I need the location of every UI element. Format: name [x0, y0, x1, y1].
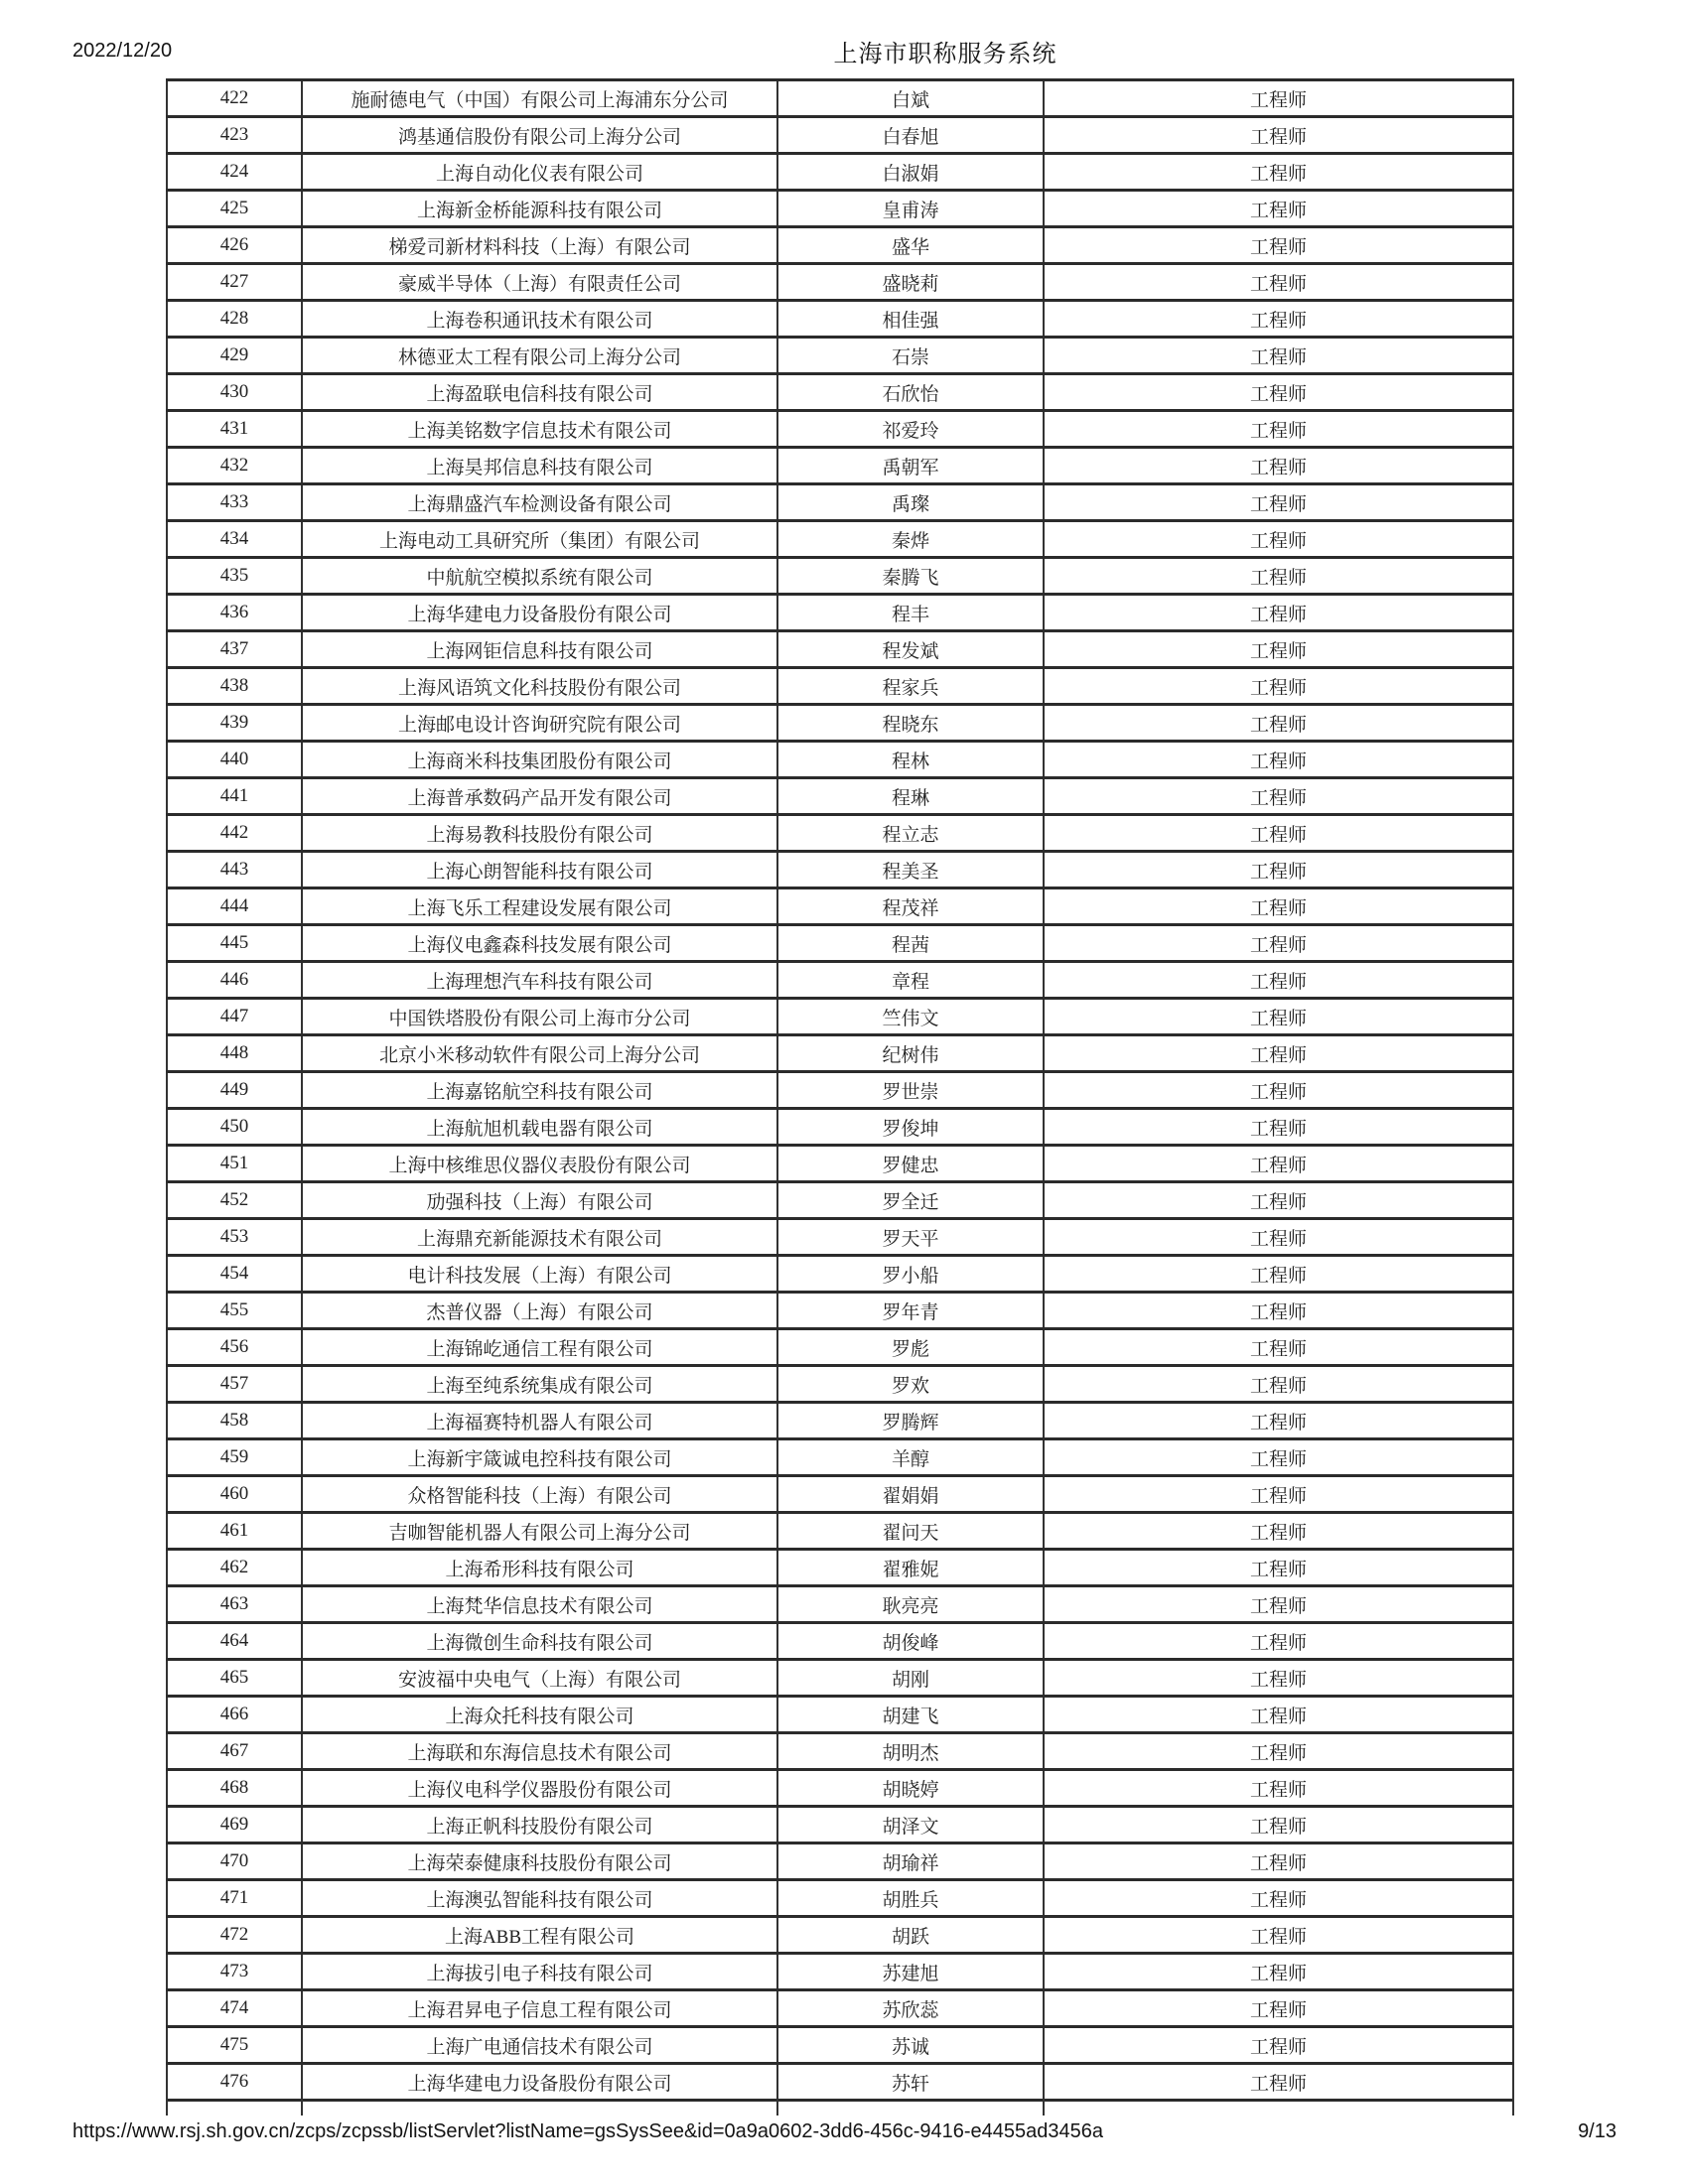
title-cell: 工程师: [1043, 2065, 1514, 2099]
table-row: [166, 632, 1514, 669]
table-row: [166, 1294, 1514, 1330]
company-cell: 上海昊邦信息科技有限公司: [301, 449, 776, 482]
table-row: [166, 375, 1514, 412]
person-cell: 胡瑜祥: [776, 1844, 1043, 1878]
company-cell: 上海自动化仪表有限公司: [301, 155, 776, 189]
person-cell: 程茜: [776, 926, 1043, 960]
company-cell: 上海广电通信技术有限公司: [301, 2028, 776, 2062]
person-cell: 白淑娟: [776, 155, 1043, 189]
table-row: [166, 1551, 1514, 1587]
company-cell: 上海福赛特机器人有限公司: [301, 1404, 776, 1437]
company-cell: 上海中核维思仪器仪表股份有限公司: [301, 1147, 776, 1180]
row-number-cell: 448: [166, 1036, 301, 1070]
title-cell: 工程师: [1043, 779, 1514, 813]
title-cell: 工程师: [1043, 1551, 1514, 1584]
table-row: [166, 302, 1514, 339]
row-number-cell: 461: [166, 1514, 301, 1548]
table-row: [166, 2028, 1514, 2065]
title-cell: 工程师: [1043, 963, 1514, 997]
company-cell: 上海锦屹通信工程有限公司: [301, 1330, 776, 1364]
table-row: [166, 669, 1514, 706]
person-cell: 羊醇: [776, 1440, 1043, 1474]
company-cell: 豪威半导体（上海）有限责任公司: [301, 265, 776, 299]
row-number-cell: 447: [166, 1000, 301, 1033]
row-number-cell: 443: [166, 853, 301, 887]
company-cell: 上海飞乐工程建设发展有限公司: [301, 889, 776, 923]
person-cell: 程家兵: [776, 669, 1043, 703]
company-cell: 上海澳弘智能科技有限公司: [301, 1881, 776, 1915]
company-cell: 上海新宇箴诚电控科技有限公司: [301, 1440, 776, 1474]
row-number-cell: 430: [166, 375, 301, 409]
person-cell: 罗俊坤: [776, 1110, 1043, 1144]
company-cell: 鸿基通信股份有限公司上海分公司: [301, 118, 776, 152]
person-cell: 禹朝军: [776, 449, 1043, 482]
company-cell: 上海商米科技集团股份有限公司: [301, 743, 776, 776]
table-row: [166, 963, 1514, 1000]
row-number-cell: 466: [166, 1698, 301, 1731]
row-number-cell: 472: [166, 1918, 301, 1952]
person-cell: 程丰: [776, 596, 1043, 629]
person-cell: 罗彪: [776, 1330, 1043, 1364]
person-cell: 苏轩: [776, 2065, 1043, 2099]
row-number-cell: 467: [166, 1734, 301, 1768]
table-row: [166, 779, 1514, 816]
person-cell: 胡明杰: [776, 1734, 1043, 1768]
person-cell: 程茂祥: [776, 889, 1043, 923]
person-cell: 程琳: [776, 779, 1043, 813]
title-cell: 工程师: [1043, 339, 1514, 372]
person-cell: 白斌: [776, 81, 1043, 115]
title-cell: 工程师: [1043, 192, 1514, 225]
title-cell: 工程师: [1043, 1624, 1514, 1658]
row-number-cell: 438: [166, 669, 301, 703]
row-number-cell: 422: [166, 81, 301, 115]
company-cell: 上海希形科技有限公司: [301, 1551, 776, 1584]
company-cell: 上海普承数码产品开发有限公司: [301, 779, 776, 813]
table-row: [166, 81, 1514, 118]
person-cell: 苏诚: [776, 2028, 1043, 2062]
table-row: [166, 2065, 1514, 2102]
row-number-cell: 446: [166, 963, 301, 997]
person-cell: 苏欣蕊: [776, 1991, 1043, 2025]
title-cell: 工程师: [1043, 816, 1514, 850]
table-row: [166, 926, 1514, 963]
titles-table: [166, 78, 1514, 2102]
table-row: [166, 1110, 1514, 1147]
company-cell: 电计科技发展（上海）有限公司: [301, 1257, 776, 1291]
row-number-cell: 444: [166, 889, 301, 923]
person-cell: 罗小船: [776, 1257, 1043, 1291]
row-number-cell: 463: [166, 1587, 301, 1621]
company-cell: 上海君昇电子信息工程有限公司: [301, 1991, 776, 2025]
company-cell: 上海网钜信息科技有限公司: [301, 632, 776, 666]
table-row: [166, 265, 1514, 302]
row-number-cell: 452: [166, 1183, 301, 1217]
title-cell: 工程师: [1043, 1808, 1514, 1842]
person-cell: 竺伟文: [776, 1000, 1043, 1033]
table-row: [166, 155, 1514, 192]
company-cell: 上海拔引电子科技有限公司: [301, 1955, 776, 1988]
row-number-cell: 431: [166, 412, 301, 446]
table-row: [166, 1808, 1514, 1844]
title-cell: 工程师: [1043, 1367, 1514, 1401]
table-row: [166, 1220, 1514, 1257]
row-number-cell: 435: [166, 559, 301, 593]
person-cell: 胡胜兵: [776, 1881, 1043, 1915]
company-cell: 上海心朗智能科技有限公司: [301, 853, 776, 887]
table-row: [166, 485, 1514, 522]
company-cell: 上海华建电力设备股份有限公司: [301, 2065, 776, 2099]
title-cell: 工程师: [1043, 1844, 1514, 1878]
person-cell: 翟雅妮: [776, 1551, 1043, 1584]
table-row: [166, 522, 1514, 559]
title-cell: 工程师: [1043, 81, 1514, 115]
company-cell: 吉咖智能机器人有限公司上海分公司: [301, 1514, 776, 1548]
title-cell: 工程师: [1043, 596, 1514, 629]
row-number-cell: 465: [166, 1661, 301, 1695]
table-row: [166, 1073, 1514, 1110]
person-cell: 白春旭: [776, 118, 1043, 152]
company-cell: 众格智能科技（上海）有限公司: [301, 1477, 776, 1511]
row-number-cell: 424: [166, 155, 301, 189]
title-cell: 工程师: [1043, 1257, 1514, 1291]
table-row: [166, 449, 1514, 485]
person-cell: 胡刚: [776, 1661, 1043, 1695]
title-cell: 工程师: [1043, 1514, 1514, 1548]
row-number-cell: 441: [166, 779, 301, 813]
table-row: [166, 1036, 1514, 1073]
person-cell: 罗年青: [776, 1294, 1043, 1327]
person-cell: 胡建飞: [776, 1698, 1043, 1731]
title-cell: 工程师: [1043, 449, 1514, 482]
table-border-stub: [776, 2099, 778, 2116]
company-cell: 上海理想汽车科技有限公司: [301, 963, 776, 997]
row-number-cell: 462: [166, 1551, 301, 1584]
person-cell: 程晓东: [776, 706, 1043, 740]
person-cell: 耿亮亮: [776, 1587, 1043, 1621]
row-number-cell: 427: [166, 265, 301, 299]
table-border-stub: [166, 2099, 168, 2116]
row-number-cell: 455: [166, 1294, 301, 1327]
company-cell: 上海鼎充新能源技术有限公司: [301, 1220, 776, 1254]
row-number-cell: 460: [166, 1477, 301, 1511]
row-number-cell: 442: [166, 816, 301, 850]
table-row: [166, 816, 1514, 853]
title-cell: 工程师: [1043, 155, 1514, 189]
table-row: [166, 118, 1514, 155]
title-cell: 工程师: [1043, 1661, 1514, 1695]
company-cell: 劢强科技（上海）有限公司: [301, 1183, 776, 1217]
person-cell: 程美圣: [776, 853, 1043, 887]
person-cell: 石崇: [776, 339, 1043, 372]
table-row: [166, 1844, 1514, 1881]
company-cell: 上海ABB工程有限公司: [301, 1918, 776, 1952]
person-cell: 程林: [776, 743, 1043, 776]
title-cell: 工程师: [1043, 228, 1514, 262]
title-cell: 工程师: [1043, 632, 1514, 666]
company-cell: 上海盈联电信科技有限公司: [301, 375, 776, 409]
table-row: [166, 228, 1514, 265]
table-border-stub: [1043, 2099, 1045, 2116]
person-cell: 盛晓莉: [776, 265, 1043, 299]
title-cell: 工程师: [1043, 118, 1514, 152]
footer-url: https://www.rsj.sh.gov.cn/zcps/zcpssb/listServlet?listName=gsSysSee&id=0a9a0602-3dd6-456c-9416-e4455ad3456a: [72, 2120, 1104, 2142]
person-cell: 罗世崇: [776, 1073, 1043, 1107]
row-number-cell: 445: [166, 926, 301, 960]
person-cell: 苏建旭: [776, 1955, 1043, 1988]
row-number-cell: 432: [166, 449, 301, 482]
person-cell: 胡俊峰: [776, 1624, 1043, 1658]
company-cell: 上海航旭机载电器有限公司: [301, 1110, 776, 1144]
title-cell: 工程师: [1043, 1073, 1514, 1107]
company-cell: 上海梵华信息技术有限公司: [301, 1587, 776, 1621]
table-row: [166, 1771, 1514, 1808]
table-row: [166, 412, 1514, 449]
person-cell: 胡泽文: [776, 1808, 1043, 1842]
title-cell: 工程师: [1043, 1881, 1514, 1915]
table-row: [166, 1734, 1514, 1771]
company-cell: 北京小米移动软件有限公司上海分公司: [301, 1036, 776, 1070]
person-cell: 章程: [776, 963, 1043, 997]
company-cell: 梯爱司新材料科技（上海）有限公司: [301, 228, 776, 262]
table-row: [166, 853, 1514, 889]
person-cell: 胡晓婷: [776, 1771, 1043, 1805]
company-cell: 上海正帆科技股份有限公司: [301, 1808, 776, 1842]
table-row: [166, 596, 1514, 632]
person-cell: 罗全迁: [776, 1183, 1043, 1217]
person-cell: 罗健忠: [776, 1147, 1043, 1180]
person-cell: 翟问天: [776, 1514, 1043, 1548]
row-number-cell: 459: [166, 1440, 301, 1474]
person-cell: 程立志: [776, 816, 1043, 850]
table-row: [166, 889, 1514, 926]
table-row: [166, 1404, 1514, 1440]
table-row: [166, 1147, 1514, 1183]
row-number-cell: 458: [166, 1404, 301, 1437]
company-cell: 上海嘉铭航空科技有限公司: [301, 1073, 776, 1107]
row-number-cell: 469: [166, 1808, 301, 1842]
row-number-cell: 440: [166, 743, 301, 776]
row-number-cell: 425: [166, 192, 301, 225]
row-number-cell: 473: [166, 1955, 301, 1988]
person-cell: 翟娟娟: [776, 1477, 1043, 1511]
title-cell: 工程师: [1043, 302, 1514, 336]
person-cell: 罗腾辉: [776, 1404, 1043, 1437]
company-cell: 上海邮电设计咨询研究院有限公司: [301, 706, 776, 740]
person-cell: 罗天平: [776, 1220, 1043, 1254]
company-cell: 林德亚太工程有限公司上海分公司: [301, 339, 776, 372]
company-cell: 上海至纯系统集成有限公司: [301, 1367, 776, 1401]
row-number-cell: 474: [166, 1991, 301, 2025]
company-cell: 上海卷积通讯技术有限公司: [301, 302, 776, 336]
title-cell: 工程师: [1043, 853, 1514, 887]
title-cell: 工程师: [1043, 1220, 1514, 1254]
row-number-cell: 433: [166, 485, 301, 519]
table-row: [166, 1881, 1514, 1918]
company-cell: 上海风语筑文化科技股份有限公司: [301, 669, 776, 703]
row-number-cell: 437: [166, 632, 301, 666]
person-cell: 秦烨: [776, 522, 1043, 556]
title-cell: 工程师: [1043, 1587, 1514, 1621]
company-cell: 上海鼎盛汽车检测设备有限公司: [301, 485, 776, 519]
person-cell: 秦腾飞: [776, 559, 1043, 593]
row-number-cell: 476: [166, 2065, 301, 2099]
table-row: [166, 1918, 1514, 1955]
company-cell: 上海易教科技股份有限公司: [301, 816, 776, 850]
row-number-cell: 429: [166, 339, 301, 372]
table-row: [166, 1991, 1514, 2028]
person-cell: 纪树伟: [776, 1036, 1043, 1070]
title-cell: 工程师: [1043, 265, 1514, 299]
title-cell: 工程师: [1043, 1955, 1514, 1988]
company-cell: 上海美铭数字信息技术有限公司: [301, 412, 776, 446]
company-cell: 上海众托科技有限公司: [301, 1698, 776, 1731]
row-number-cell: 454: [166, 1257, 301, 1291]
table-row: [166, 1183, 1514, 1220]
table-row: [166, 1330, 1514, 1367]
title-cell: 工程师: [1043, 743, 1514, 776]
table-row: [166, 339, 1514, 375]
person-cell: 罗欢: [776, 1367, 1043, 1401]
row-number-cell: 449: [166, 1073, 301, 1107]
table-border-stub: [301, 2099, 303, 2116]
company-cell: 中国铁塔股份有限公司上海市分公司: [301, 1000, 776, 1033]
print-date: 2022/12/20: [72, 40, 173, 62]
table-row: [166, 1257, 1514, 1294]
table-row: [166, 1477, 1514, 1514]
row-number-cell: 468: [166, 1771, 301, 1805]
table-cutoff-row: [166, 2099, 1514, 2116]
table-row: [166, 1000, 1514, 1036]
title-cell: 工程师: [1043, 1918, 1514, 1952]
title-cell: 工程师: [1043, 1294, 1514, 1327]
table-row: [166, 1514, 1514, 1551]
row-number-cell: 426: [166, 228, 301, 262]
person-cell: 禹璨: [776, 485, 1043, 519]
company-cell: 上海华建电力设备股份有限公司: [301, 596, 776, 629]
company-cell: 上海仪电科学仪器股份有限公司: [301, 1771, 776, 1805]
title-cell: 工程师: [1043, 522, 1514, 556]
row-number-cell: 436: [166, 596, 301, 629]
title-cell: 工程师: [1043, 2028, 1514, 2062]
title-cell: 工程师: [1043, 1477, 1514, 1511]
title-cell: 工程师: [1043, 669, 1514, 703]
title-cell: 工程师: [1043, 1734, 1514, 1768]
title-cell: 工程师: [1043, 889, 1514, 923]
table-row: [166, 1367, 1514, 1404]
title-cell: 工程师: [1043, 1771, 1514, 1805]
title-cell: 工程师: [1043, 1991, 1514, 2025]
person-cell: 胡跃: [776, 1918, 1043, 1952]
company-cell: 上海电动工具研究所（集团）有限公司: [301, 522, 776, 556]
company-cell: 上海联和东海信息技术有限公司: [301, 1734, 776, 1768]
title-cell: 工程师: [1043, 559, 1514, 593]
page-title: 上海市职称服务系统: [833, 41, 1057, 68]
person-cell: 石欣怡: [776, 375, 1043, 409]
company-cell: 上海微创生命科技有限公司: [301, 1624, 776, 1658]
table-row: [166, 559, 1514, 596]
row-number-cell: 453: [166, 1220, 301, 1254]
table-row: [166, 1698, 1514, 1734]
row-number-cell: 423: [166, 118, 301, 152]
person-cell: 祁爱玲: [776, 412, 1043, 446]
title-cell: 工程师: [1043, 706, 1514, 740]
table-row: [166, 1661, 1514, 1698]
row-number-cell: 451: [166, 1147, 301, 1180]
table-row: [166, 743, 1514, 779]
row-number-cell: 457: [166, 1367, 301, 1401]
row-number-cell: 475: [166, 2028, 301, 2062]
table-border-stub: [1512, 2099, 1514, 2116]
row-number-cell: 456: [166, 1330, 301, 1364]
title-cell: 工程师: [1043, 1330, 1514, 1364]
table-row: [166, 706, 1514, 743]
company-cell: 上海仪电鑫森科技发展有限公司: [301, 926, 776, 960]
title-cell: 工程师: [1043, 1000, 1514, 1033]
person-cell: 皇甫涛: [776, 192, 1043, 225]
table-row: [166, 1440, 1514, 1477]
row-number-cell: 471: [166, 1881, 301, 1915]
person-cell: 相佳强: [776, 302, 1043, 336]
table-row: [166, 192, 1514, 228]
title-cell: 工程师: [1043, 1183, 1514, 1217]
title-cell: 工程师: [1043, 1404, 1514, 1437]
title-cell: 工程师: [1043, 1036, 1514, 1070]
row-number-cell: 464: [166, 1624, 301, 1658]
title-cell: 工程师: [1043, 1147, 1514, 1180]
person-cell: 盛华: [776, 228, 1043, 262]
person-cell: 程发斌: [776, 632, 1043, 666]
table-row: [166, 1587, 1514, 1624]
row-number-cell: 470: [166, 1844, 301, 1878]
company-cell: 安波福中央电气（上海）有限公司: [301, 1661, 776, 1695]
company-cell: 上海新金桥能源科技有限公司: [301, 192, 776, 225]
title-cell: 工程师: [1043, 485, 1514, 519]
table-row: [166, 1624, 1514, 1661]
company-cell: 施耐德电气（中国）有限公司上海浦东分公司: [301, 81, 776, 115]
company-cell: 中航航空模拟系统有限公司: [301, 559, 776, 593]
title-cell: 工程师: [1043, 375, 1514, 409]
row-number-cell: 439: [166, 706, 301, 740]
row-number-cell: 434: [166, 522, 301, 556]
row-number-cell: 450: [166, 1110, 301, 1144]
table-row: [166, 1955, 1514, 1991]
title-cell: 工程师: [1043, 1698, 1514, 1731]
title-cell: 工程师: [1043, 1440, 1514, 1474]
company-cell: 上海荣泰健康科技股份有限公司: [301, 1844, 776, 1878]
row-number-cell: 428: [166, 302, 301, 336]
company-cell: 杰普仪器（上海）有限公司: [301, 1294, 776, 1327]
title-cell: 工程师: [1043, 1110, 1514, 1144]
title-cell: 工程师: [1043, 926, 1514, 960]
page-number: 9/13: [1578, 2120, 1617, 2142]
title-cell: 工程师: [1043, 412, 1514, 446]
